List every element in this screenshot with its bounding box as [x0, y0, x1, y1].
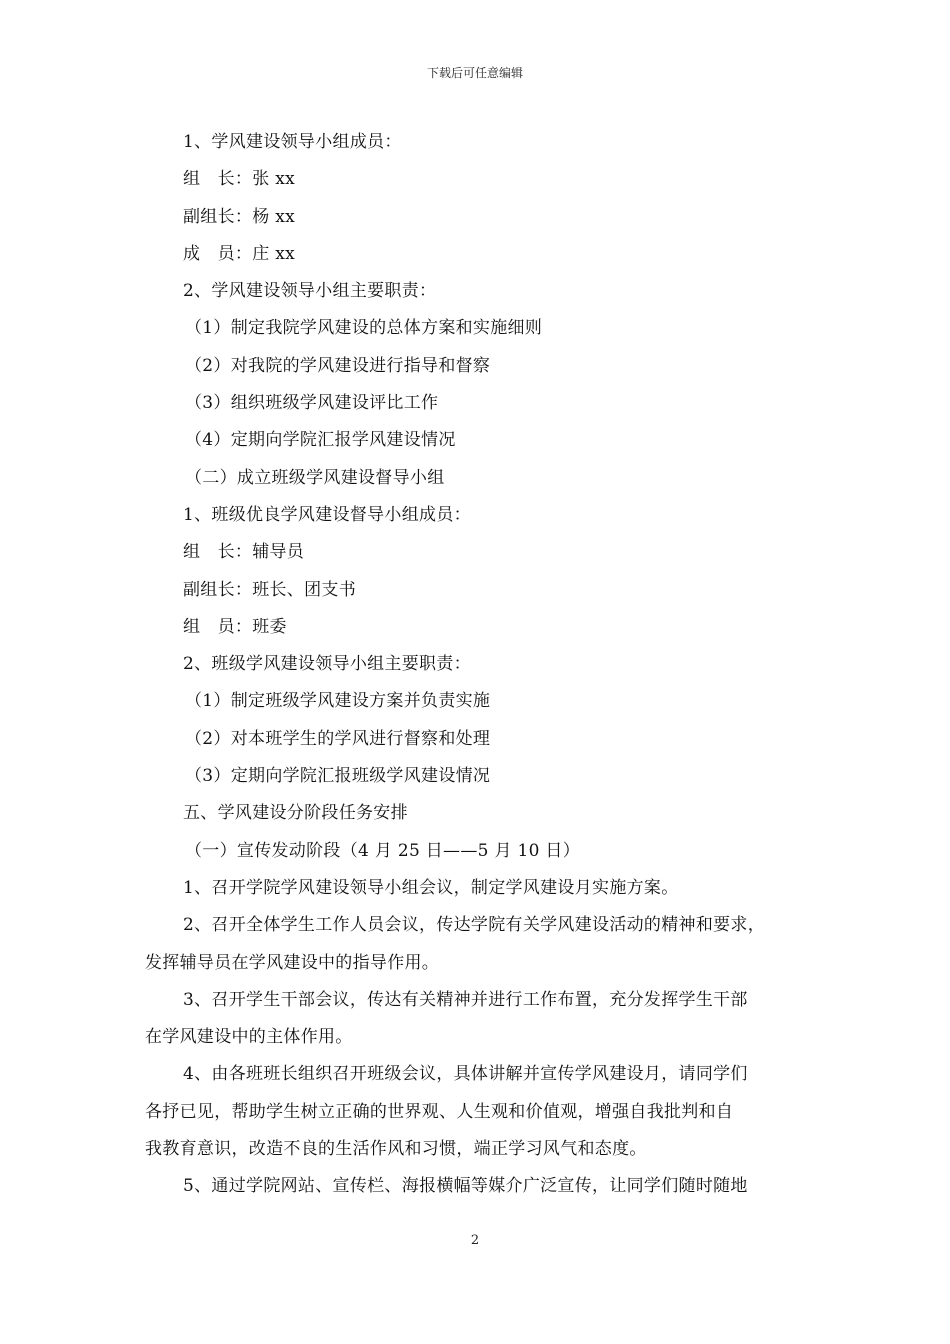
paragraph-line: 1、召开学院学风建设领导小组会议，制定学风建设月实施方案。 — [183, 877, 679, 898]
subsection-heading: （一）宣传发动阶段（4 月 25 日——5 月 10 日） — [185, 840, 581, 861]
paragraph-line: 2、召开全体学生工作人员会议，传达学院有关学风建设活动的精神和要求， — [183, 915, 766, 936]
subsection-heading: （二）成立班级学风建设督导小组 — [185, 467, 445, 488]
chapter-heading: 五、学风建设分阶段任务安排 — [183, 803, 408, 824]
section-heading: 1、学风建设领导小组成员： — [183, 132, 402, 152]
paragraph-line: 各抒已见，帮助学生树立正确的世界观、人生观和价值观，增强自我批判和自 — [145, 1101, 734, 1122]
paragraph-line: 我教育意识，改造不良的生活作风和习惯，端正学习风气和态度。 — [145, 1139, 647, 1160]
paragraph-line: 5、通过学院网站、宣传栏、海报横幅等媒介广泛宣传，让同学们随时随地 — [183, 1176, 748, 1197]
duty-item: （3）定期向学院汇报班级学风建设情况 — [185, 766, 491, 787]
member-line: 组 长：张 xx — [183, 169, 295, 190]
duty-item: （1）制定我院学风建设的总体方案和实施细则 — [185, 318, 543, 339]
document-body — [145, 124, 825, 1206]
member-line: 组 长：辅导员 — [183, 542, 305, 563]
page-header-note: 下载后可任意编辑 — [426, 66, 523, 80]
duty-item: （3）组织班级学风建设评比工作 — [185, 393, 439, 414]
section-heading: 2、班级学风建设领导小组主要职责： — [183, 654, 471, 675]
duty-item: （4）定期向学院汇报学风建设情况 — [185, 430, 456, 451]
member-line: 组 员：班委 — [183, 616, 287, 637]
member-line: 成 员：庄 xx — [183, 243, 295, 264]
duty-item: （1）制定班级学风建设方案并负责实施 — [185, 691, 491, 712]
paragraph-line: 在学风建设中的主体作用。 — [145, 1027, 353, 1048]
paragraph-line: 发挥辅导员在学风建设中的指导作用。 — [145, 952, 440, 973]
section-heading: 2、学风建设领导小组主要职责： — [183, 281, 437, 302]
paragraph-line: 4、由各班班长组织召开班级会议，具体讲解并宣传学风建设月，请同学们 — [183, 1064, 748, 1085]
paragraph-line: 3、召开学生干部会议，传达有关精神并进行工作布置，充分发挥学生干部 — [183, 989, 748, 1010]
member-line: 副组长：班长、团支书 — [183, 579, 356, 600]
member-line: 副组长：杨 xx — [183, 206, 295, 227]
page-number: 2 — [470, 1233, 480, 1248]
duty-item: （2）对本班学生的学风进行督察和处理 — [185, 728, 491, 749]
section-heading: 1、班级优良学风建设督导小组成员： — [183, 504, 471, 525]
duty-item: （2）对我院的学风建设进行指导和督察 — [185, 355, 491, 376]
